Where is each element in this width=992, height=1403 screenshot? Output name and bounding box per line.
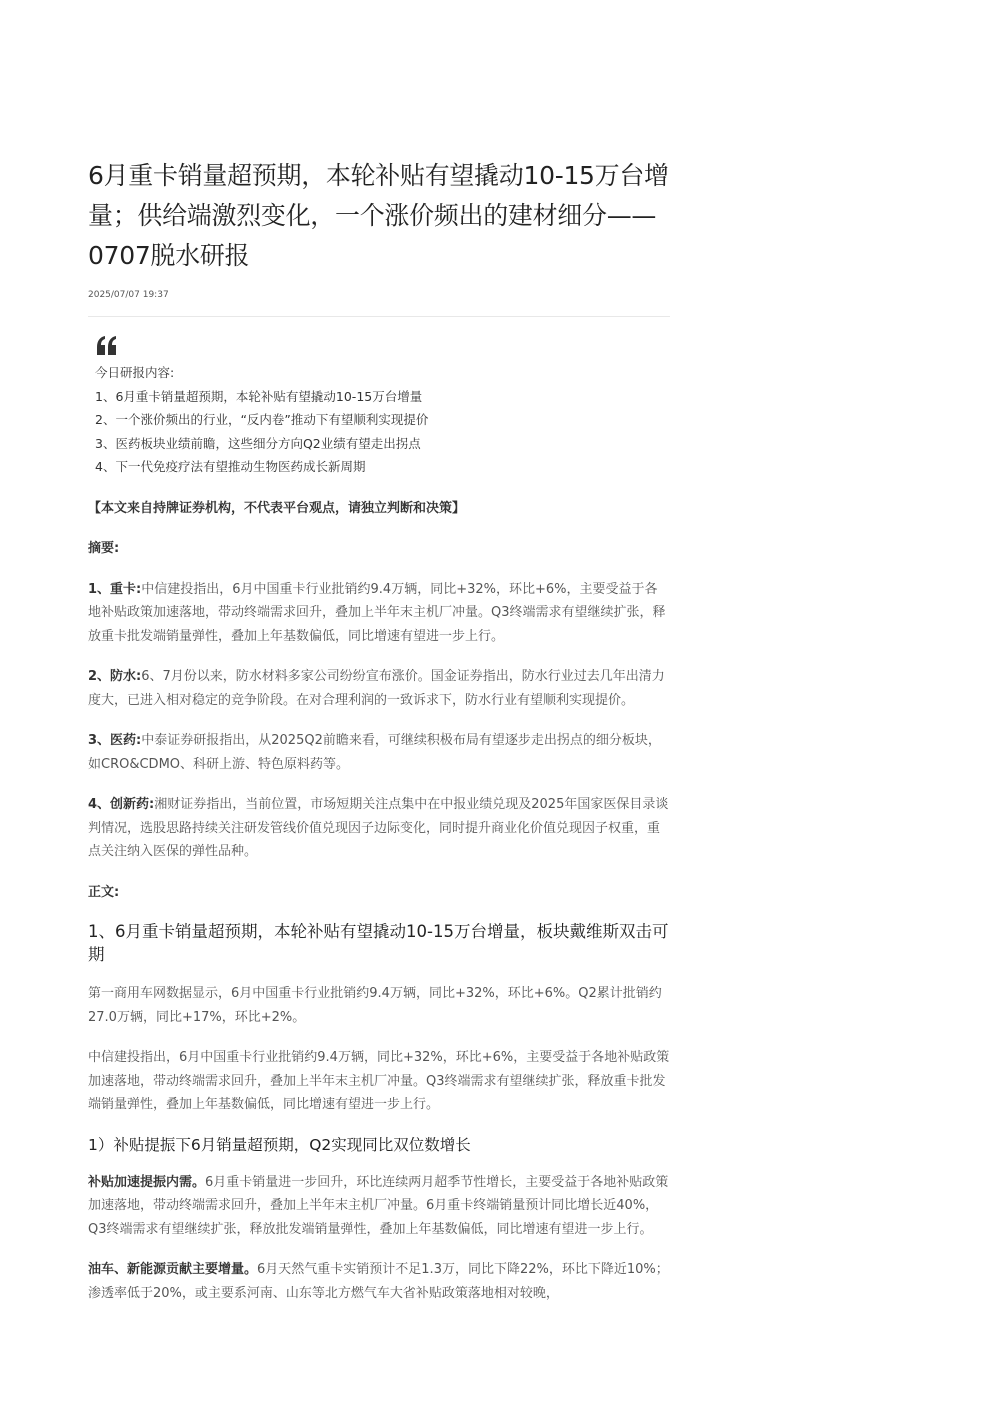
- paragraph-lead: 补贴加速提振内需。: [88, 1174, 206, 1190]
- summary-item-label: 3、医药:: [88, 733, 142, 748]
- paragraph-text: 6月重卡销量进一步回升，环比连续两月超季节性增长，主要受益于各地补贴政策加速落地，带动终端需求回升，叠加上半年末主机厂冲量。6月重卡终端销量预计同比增长近40%，Q3终端需求有望继续扩张，释放批发端销量弹性，叠加上年基数偏低，同比增速有望进一步上行。: [88, 1174, 669, 1237]
- body-paragraph: 第一商用车网数据显示，6月中国重卡行业批销约9.4万辆，同比+32%，环比+6%。Q2累计批销约27.0万辆，同比+17%，环比+2%。: [88, 986, 662, 1025]
- summary-heading: 摘要:: [88, 541, 120, 556]
- paragraph-text: 6月天然气重卡实销预计不足1.3万，同比下降22%，环比下降近10%；渗透率低于20%，或主要系河南、山东等北方燃气车大省补贴政策落地相对较晚，: [88, 1262, 669, 1301]
- quote-item: 3、医药板块业绩前瞻，这些细分方向Q2业绩有望走出拐点: [95, 435, 421, 451]
- summary-item-label: 4、创新药:: [88, 797, 155, 812]
- quote-item: 2、一个涨价频出的行业，“反内卷”推动下有望顺利实现提价: [95, 412, 429, 427]
- summary-item-text: 6、7月份以来，防水材料多家公司纷纷宣布涨价。国金证券指出，防水行业过去几年出清力度大，已进入相对稳定的竞争阶段。在对合理利润的一致诉求下，防水行业有望顺利实现提价。: [88, 669, 665, 708]
- summary-item: [88, 665, 670, 712]
- body-paragraph: [88, 1171, 670, 1242]
- summary-item: [88, 729, 670, 776]
- quote-item: 4、下一代免疫疗法有望推动生物医药成长新周期: [95, 459, 366, 474]
- body-paragraph: 中信建投指出，6月中国重卡行业批销约9.4万辆，同比+32%，环比+6%，主要受益于各地补贴政策加速落地，带动终端需求回升，叠加上半年末主机厂冲量。Q3终端需求有望继续扩张，释放重卡批发端销量弹性，叠加上年基数偏低，同比增速有望进一步上行。: [88, 1050, 670, 1112]
- quote-block: [88, 335, 670, 479]
- summary-item-text: 中信建投指出，6月中国重卡行业批销约9.4万辆，同比+32%，环比+6%，主要受益于各地补贴政策加速落地，带动终端需求回升，叠加上半年末主机厂冲量。Q3终端需求有望继续扩张，释放重卡批发端销量弹性，叠加上年基数偏低，同比增速有望进一步上行。: [88, 581, 666, 644]
- article-title: 6月重卡销量超预期，本轮补贴有望撬动10-15万台增量；供给端激烈变化，一个涨价频出的建材细分——0707脱水研报: [88, 161, 669, 270]
- quote-item: 1、6月重卡销量超预期，本轮补贴有望撬动10-15万台增量: [95, 388, 423, 404]
- summary-item: [88, 578, 670, 649]
- publish-date: 2025/07/07 19:37: [88, 290, 169, 300]
- summary-item-label: 2、防水:: [88, 669, 142, 684]
- summary-item: [88, 793, 670, 864]
- paragraph-lead: 油车、新能源贡献主要增量。: [88, 1262, 258, 1277]
- summary-item-label: 1、重卡:: [88, 581, 142, 597]
- article: [88, 156, 670, 1305]
- quote-mark-icon: [95, 335, 119, 357]
- divider: [88, 316, 670, 317]
- disclaimer: 【本文来自持牌证券机构，不代表平台观点，请独立判断和决策】: [88, 500, 466, 516]
- subsection-title: 1）补贴提振下6月销量超预期，Q2实现同比双位数增长: [88, 1135, 471, 1154]
- section-title: 1、6月重卡销量超预期，本轮补贴有望撬动10-15万台增量，板块戴维斯双击可期: [88, 922, 669, 964]
- body-paragraph: [88, 1258, 670, 1305]
- quote-intro: 今日研报内容:: [95, 365, 175, 380]
- summary-item-text: 中泰证券研报指出，从2025Q2前瞻来看，可继续积极布局有望逐步走出拐点的细分板块，如CRO&CDMO、科研上游、特色原料药等。: [88, 733, 661, 772]
- body-heading: 正文:: [88, 884, 120, 900]
- summary-item-text: 湘财证券指出，当前位置，市场短期关注点集中在中报业绩兑现及2025年国家医保目录谈判情况，选股思路持续关注研发管线价值兑现因子边际变化，同时提升商业化价值兑现因子权重，重点关注纳入医保的弹性品种。: [88, 797, 669, 859]
